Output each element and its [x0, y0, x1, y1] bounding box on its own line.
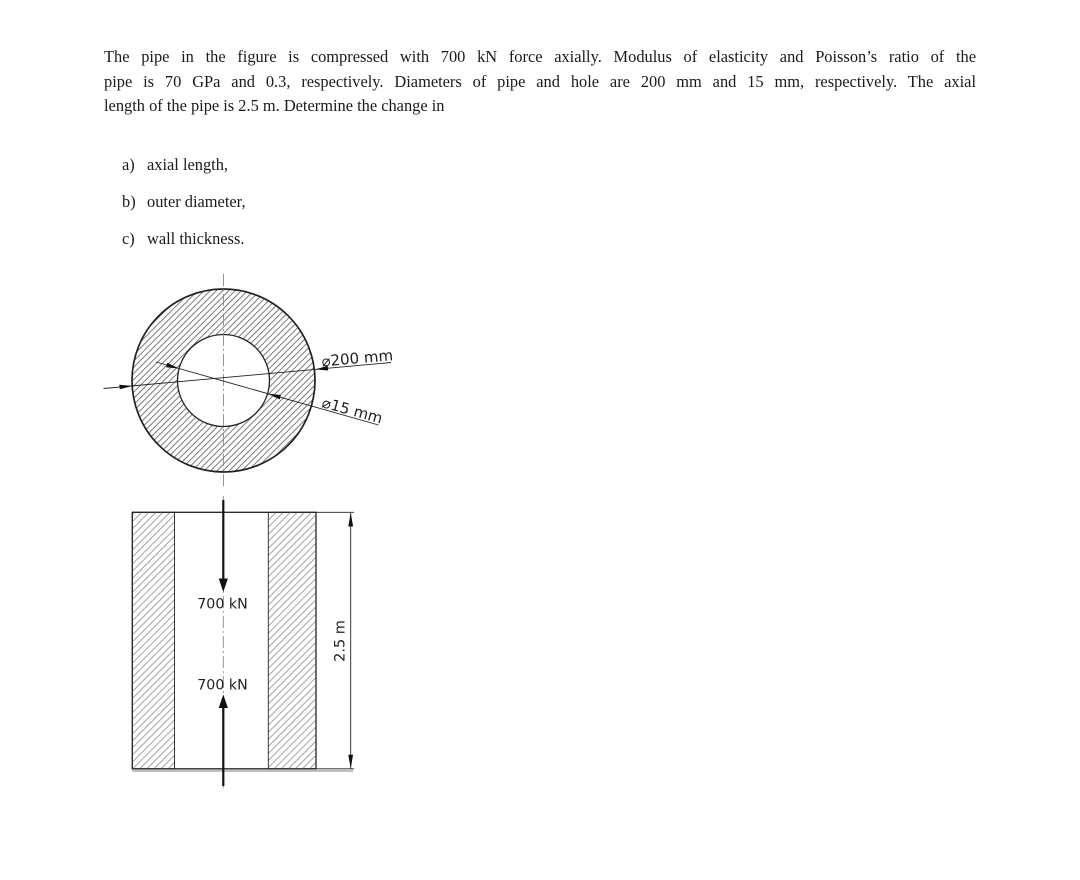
pipe-side-view — [132, 496, 354, 790]
item-text: outer diameter, — [147, 192, 246, 211]
dimension-arrow-icon — [119, 385, 132, 390]
item-label: a) — [122, 155, 135, 174]
dimension-arrow-icon — [348, 513, 353, 527]
item-text: wall thickness. — [147, 229, 245, 248]
left-wall-hatch — [132, 512, 174, 769]
outer-diameter-label: ⌀200 mm — [320, 346, 394, 371]
statement-line-2: pipe is 70 GPa and 0.3, respectively. Diameters of pipe and hole are 200 mm and 15 mm, respectively. The axial — [104, 71, 976, 91]
pipe-cross-section — [104, 274, 394, 486]
length-label: 2.5 m — [332, 620, 349, 662]
statement-line-3: length of the pipe is 2.5 m. Determine the change in — [104, 96, 445, 115]
right-wall-hatch — [268, 512, 316, 769]
item-text: axial length, — [147, 155, 229, 174]
item-label: b) — [122, 192, 136, 211]
item-label: c) — [122, 229, 135, 248]
top-force-label: 700 kN — [197, 596, 248, 613]
bottom-force-label: 700 kN — [197, 677, 248, 694]
dimension-arrow-icon — [348, 755, 353, 769]
statement-line-1: The pipe in the figure is compressed with 700 kN force axially. Modulus of elasticity and Poisson’s ratio of the — [104, 47, 976, 66]
hole-diameter-label: ⌀15 mm — [319, 393, 385, 428]
